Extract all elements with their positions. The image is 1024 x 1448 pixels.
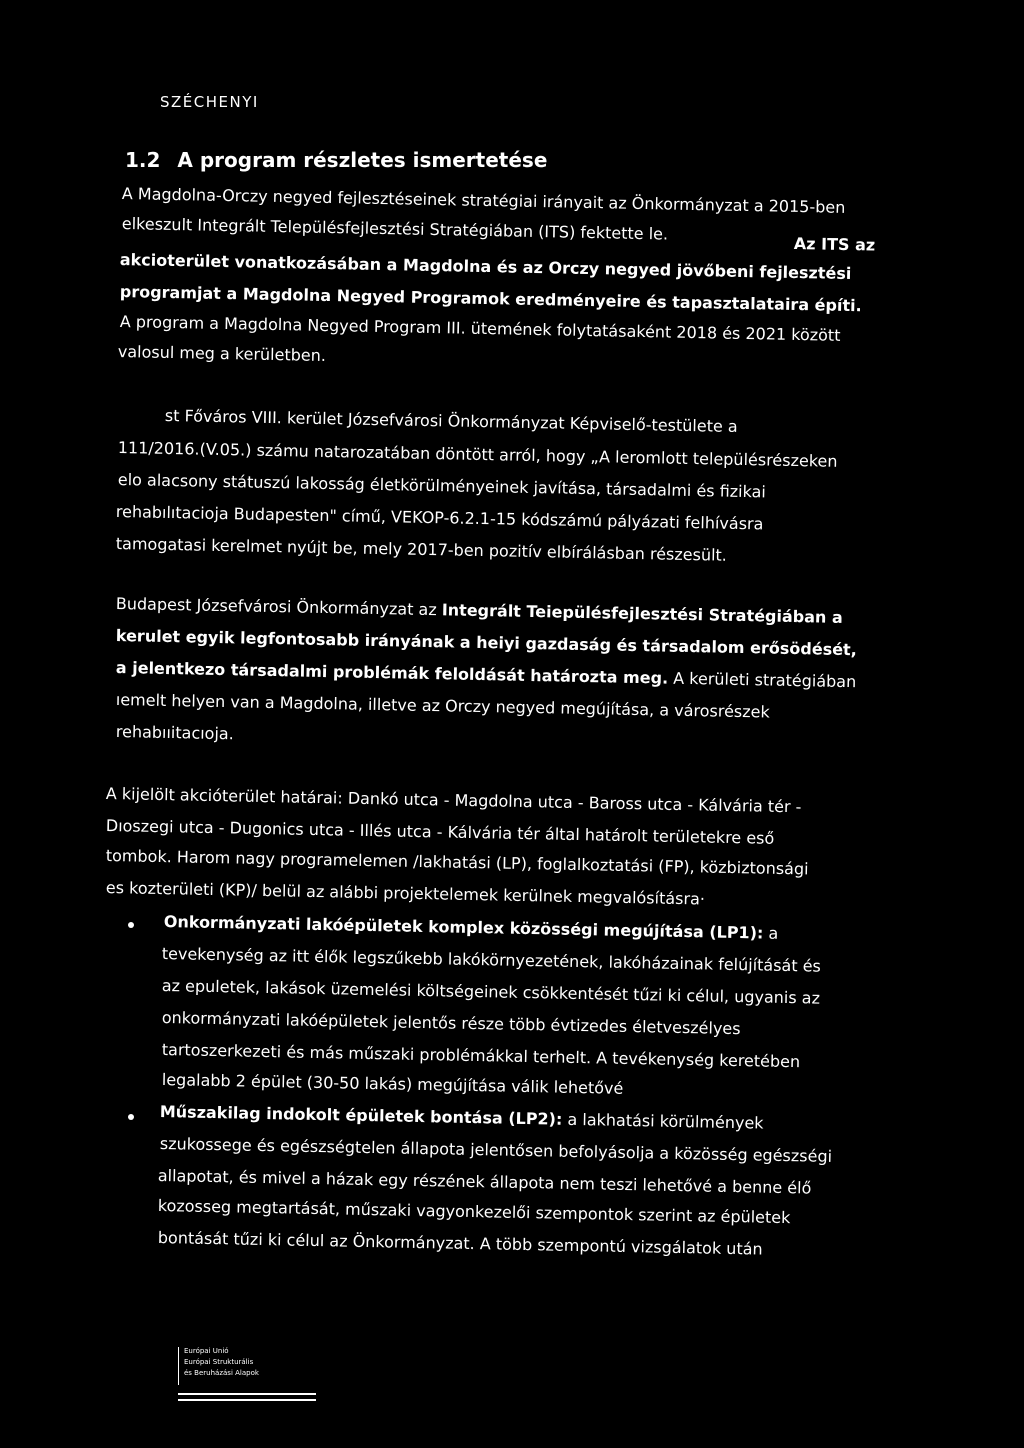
logo-stripe xyxy=(178,1399,316,1401)
section-heading xyxy=(125,148,547,172)
text-span: A kerületi stratégiában xyxy=(673,668,857,692)
text-span: a jelentkezo társadalmi problémák feloldását határozta meg. xyxy=(115,658,669,688)
text-span: a lakhatási körülmények xyxy=(567,1109,764,1133)
section-number: 1.2 xyxy=(125,148,161,172)
text-line: elo alacsony státuszú lakosság életkörülményeinek javítása, társadalmi és fizikai xyxy=(117,470,767,502)
text-line: A Magdolna-Orczy negyed fejlesztéseinek stratégiai irányait az Önkormányzat a 2015-ben xyxy=(121,184,846,217)
text-line xyxy=(116,596,843,626)
text-line: tartoszerkezeti és más műszaki problémákkal terhelt. A tevékenység keretében xyxy=(161,1040,801,1072)
text-line: tamogatasi kerelmet nyújt be, mely 2017-ben pozitív elbírálásban részesült. xyxy=(115,534,728,565)
text-line: A program a Magdolna Negyed Program III. ütemének folytatásaként 2018 és 2021 között xyxy=(119,312,841,345)
text-line: valosul meg a kerületben. xyxy=(117,342,327,365)
text-line: tombok. Harom nagy programelemen /lakhatási (LP), foglalkoztatási (FP), közbiztonsági xyxy=(105,846,809,879)
text-line: st Főváros VIII. kerület Józsefvárosi Önkormányzat Képviselő-testülete a xyxy=(164,406,738,436)
szechenyi-header: SZÉCHENYI xyxy=(160,93,259,111)
text-span: a xyxy=(768,923,779,943)
bullet-dot-icon xyxy=(128,922,134,928)
text-line: Dıoszegi utca - Dugonics utca - Illés utca - Kálvária tér által határolt területekre eső xyxy=(105,816,775,848)
bullet-title: Onkormányzati lakóépületek komplex közösségi megújítása (LP1): xyxy=(163,912,764,943)
text-line: bontását tűzi ki célul az Önkormányzat. A több szempontú vizsgálatok után xyxy=(157,1228,763,1259)
text-line: tevekenység az itt élők legszűkebb lakókörnyezetének, lakóházainak felújítását és xyxy=(161,944,822,976)
text-line: rehabılıtacioja Budapesten" című, VEKOP-6.2.1-15 kódszámú pályázati felhívásra xyxy=(115,502,764,534)
logo-line: és Beruházási Alapok xyxy=(184,1369,259,1377)
section-title-text: A program részletes ismertetése xyxy=(177,148,548,172)
text-line: az epuletek, lakások üzemelési költségeinek csökkentését tűzi ki célul, ugyanis az xyxy=(161,976,821,1008)
text-line: legalabb 2 épület (30-50 lakás) megújítása válik lehetővé xyxy=(161,1070,624,1098)
text-line: elkeszult Integrált Településfejlesztési Stratégiában (ITS) fektette le. xyxy=(121,214,669,244)
logo-divider xyxy=(178,1347,179,1385)
text-line: allapotat, és mivel a házak egy részének állapota nem teszi lehetővé a benne élő xyxy=(157,1166,812,1198)
bullet-dot-icon xyxy=(128,1114,134,1120)
text-line xyxy=(116,660,857,690)
text-line: rehabııitacıoja. xyxy=(115,722,234,744)
text-line xyxy=(160,1104,764,1132)
text-span: Budapest Józsefvárosi Önkormányzat az xyxy=(115,594,437,620)
text-line: onkormányzati lakóépületek jelentős része több évtizedes életveszélyes xyxy=(161,1008,741,1039)
text-line: kozosseg megtartását, műszaki vagyonkezelői szempontok szerint az épületek xyxy=(157,1196,791,1228)
text-line: programjat a Magdolna Negyed Programok eredményeire és tapasztalataira építi. xyxy=(119,282,862,316)
text-line: akcioterület vonatkozásában a Magdolna és az Orczy negyed jövőbeni fejlesztési xyxy=(119,250,852,284)
logo-line: Európai Strukturális xyxy=(184,1358,254,1366)
text-line: es kozterületi (KP)/ belül az alábbi projektelemek kerülnek megvalósításra· xyxy=(105,878,706,909)
text-line: 111/2016.(V.05.) számu natarozatában döntött arról, hogy „A leromlott településrészeken xyxy=(117,438,838,471)
bullet-title: Műszakilag indokolt épületek bontása (LP2): xyxy=(159,1102,563,1129)
logo-line: Európai Unió xyxy=(184,1347,229,1355)
text-line: ıemelt helyen van a Magdolna, illetve az Orczy negyed megújítása, a városrészek xyxy=(115,690,770,722)
text-line: szukossege és egészségtelen állapota jelentősen befolyásolja a közösség egészségi xyxy=(159,1134,833,1166)
text-line: A kijelölt akcióterület határai: Dankó utca - Magdolna utca - Baross utca - Kálvária tér - xyxy=(105,784,802,817)
text-line xyxy=(164,914,779,942)
text-span: Integrált Teiepülésfejlesztési Stratégiában a xyxy=(441,600,843,627)
logo-stripe xyxy=(178,1393,316,1395)
text-line: kerulet egyik legfontosabb irányának a heiyi gazdaság és társadalom erősödését, xyxy=(115,626,857,660)
text-line: Az ITS az xyxy=(793,234,876,255)
